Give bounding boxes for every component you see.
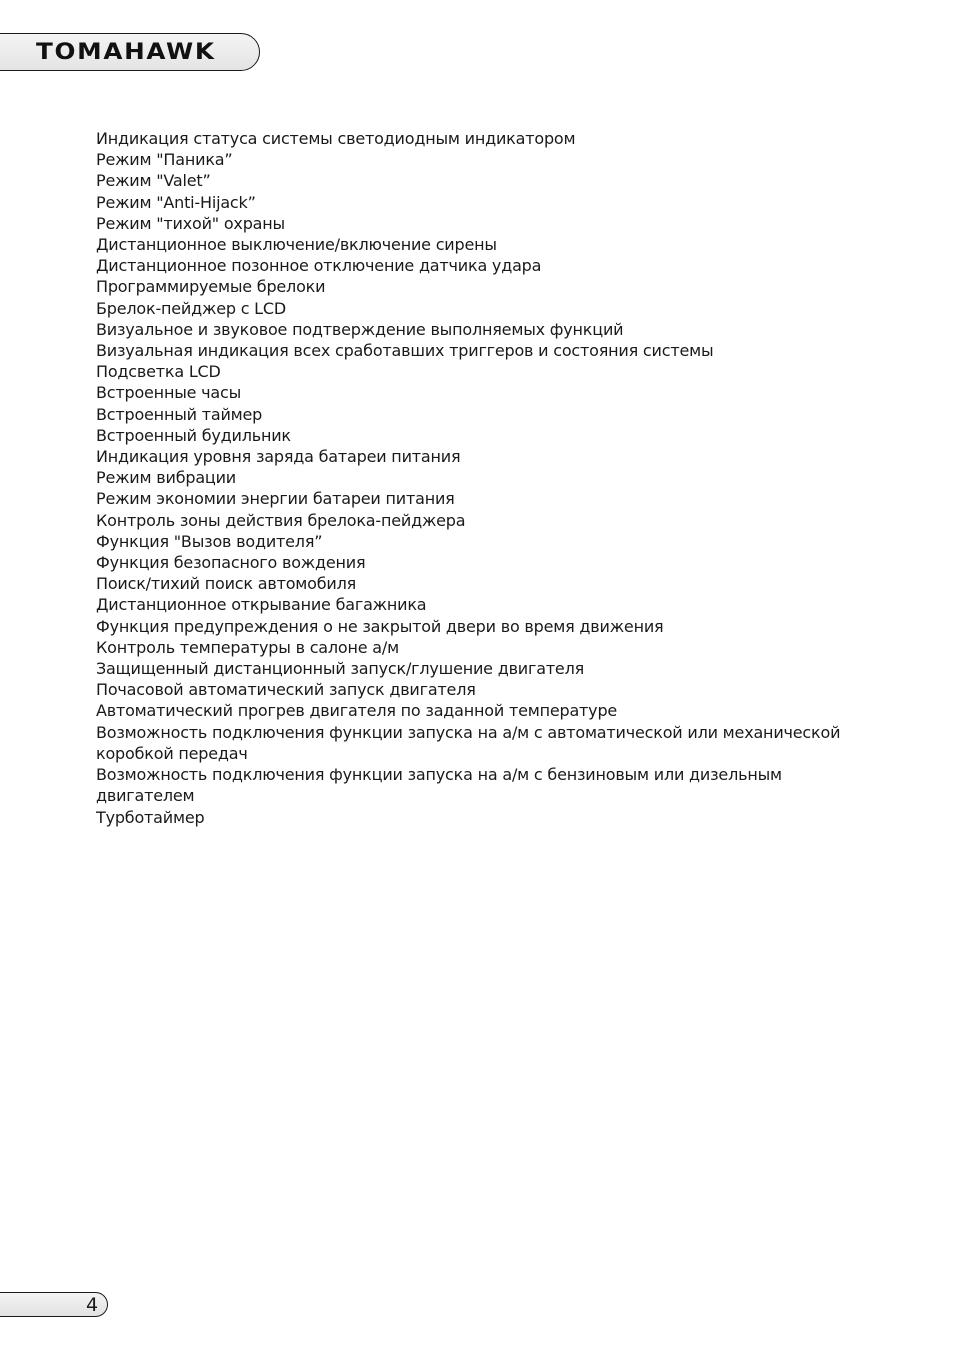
brand-logo-text: TOMAHAWK [36,40,216,65]
feature-item: Встроенный таймер [96,404,263,424]
feature-item: Режим "Anti-Hijack” [96,192,256,212]
feature-item: Подсветка LCD [96,362,221,382]
feature-item: Функция предупреждения о не закрытой двери во время движения [96,616,664,636]
feature-item: Визуальное и звуковое подтверждение выполняемых функций [96,319,624,339]
feature-item: Дистанционное выключение/включение сирены [96,235,497,255]
feature-item: Почасовой автоматический запуск двигателя [96,680,476,700]
feature-item: Защищенный дистанционный запуск/глушение двигателя [96,659,585,679]
feature-item: Индикация статуса системы светодиодным индикатором [96,129,576,148]
feature-item: Визуальная индикация всех сработавших триггеров и состояния системы [96,341,714,361]
feature-item: Программируемые брелоки [96,277,326,297]
feature-item: Функция "Вызов водителя” [96,531,323,551]
feature-item: Возможность подключения функции запуска на а/м с автоматической или механической коробкой передач [96,722,841,763]
feature-item: Контроль температуры в салоне а/м [96,637,399,657]
feature-item: Дистанционное позонное отключение датчика удара [96,256,542,276]
feature-item: Режим "Valet” [96,171,211,191]
feature-item: Поиск/тихий поиск автомобиля [96,574,357,594]
feature-item: Режим вибрации [96,468,237,488]
feature-item: Встроенный будильник [96,425,291,445]
feature-item: Функция безопасного вождения [96,553,366,573]
feature-item: Турботаймер [96,807,205,827]
feature-item: Режим экономии энергии батареи питания [96,489,455,509]
feature-item: Контроль зоны действия брелока-пейджера [96,510,466,530]
page-number: 4 [86,1294,99,1316]
feature-item: Режим "тихой" охраны [96,213,285,233]
feature-item: Возможность подключения функции запуска на а/м с бензиновым или дизельным двигателем [96,765,782,806]
feature-item: Брелок-пейджер с LCD [96,298,286,318]
feature-item: Встроенные часы [96,383,242,403]
feature-item: Индикация уровня заряда батареи питания [96,447,461,467]
feature-list [96,128,866,828]
feature-item: Автоматический прогрев двигателя по заданной температуре [96,701,618,721]
feature-item: Дистанционное открывание багажника [96,595,427,615]
feature-item: Режим "Паника” [96,150,233,170]
